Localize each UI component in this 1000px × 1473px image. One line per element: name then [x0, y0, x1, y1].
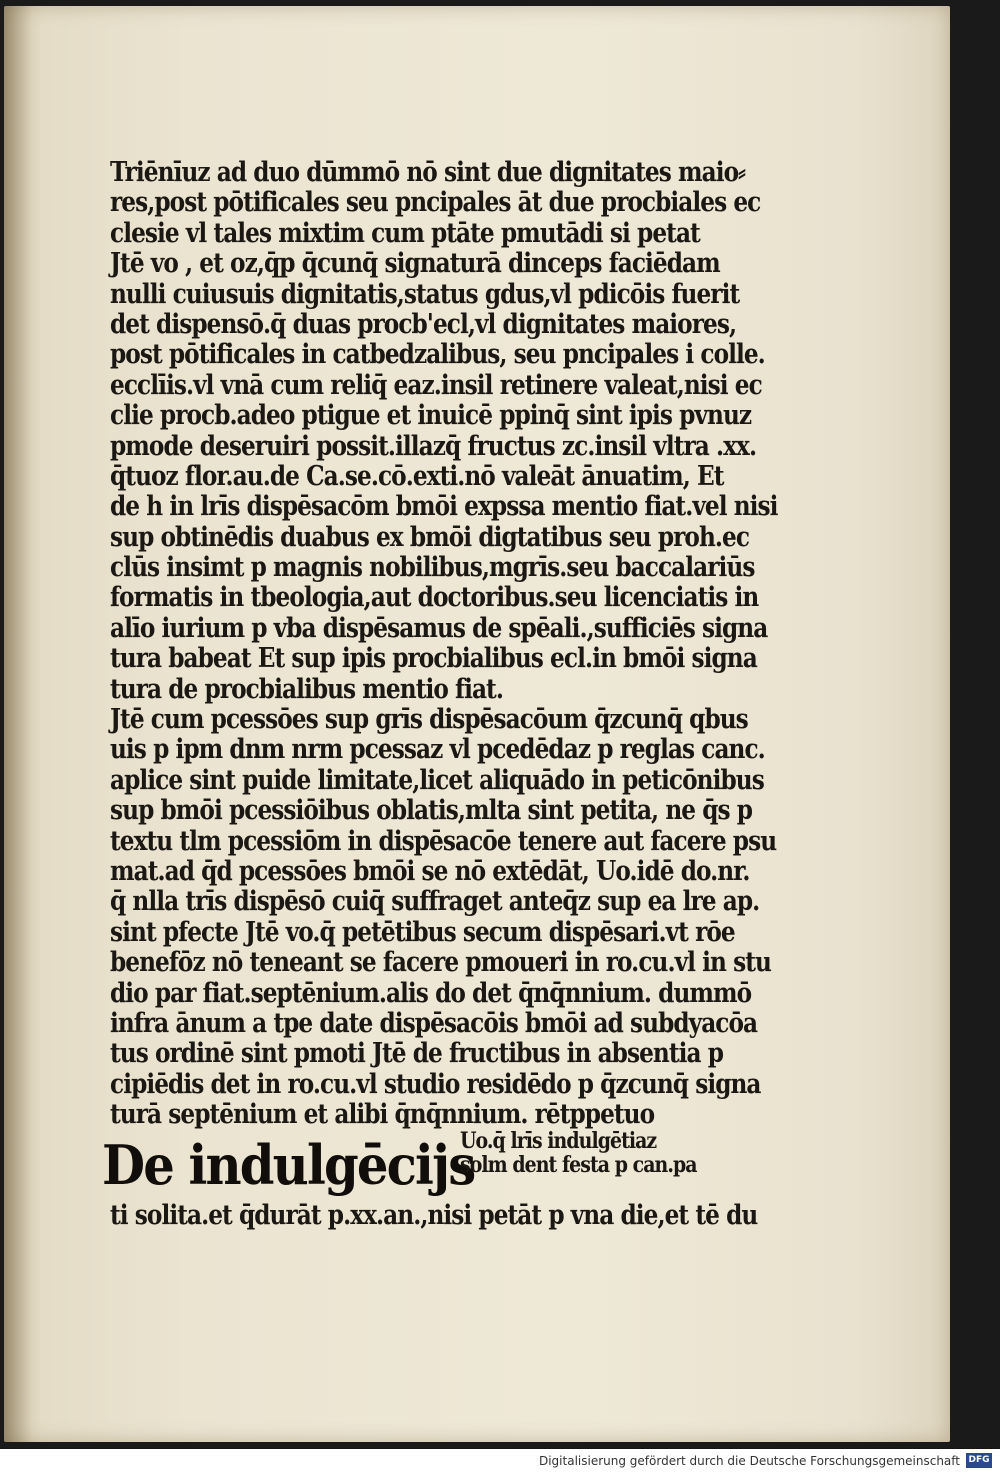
text-line: textu tlm pcessiōm in dispēsacōe tenere aut facere psu — [110, 825, 777, 857]
book-page — [4, 6, 950, 1442]
text-line: uis p ipm dnm nrm pcessaz vl pcedēdaz p reglas canc. — [110, 734, 765, 766]
footer-bar — [0, 1449, 1000, 1473]
text-line: ti solita.et q̄durāt p.xx.an.,nisi petāt p vna die,et tē du — [110, 1199, 758, 1231]
text-line: tura de procbialibus mentio fiat. — [110, 673, 503, 705]
section-heading: De indulgēcijs — [102, 1132, 475, 1197]
text-line: sup obtinēdis duabus ex bmōi digtatibus seu proh.ec — [110, 521, 750, 553]
text-line: clesie vl tales mixtim cum ptāte pmutādi si petat — [110, 217, 700, 249]
text-line: Jtē cum pcessōes sup grīs dispēsacōum q̄zcunq̄ qbus — [110, 704, 748, 736]
main-text — [110, 157, 778, 1131]
text-line: clūs insimt p magnis nobilibus,mgrīs.seu baccalariūs — [110, 552, 755, 584]
text-line: Uo.q̄ lrīs indulgētiaz — [460, 1127, 657, 1154]
text-line: res,post pōtificales seu pncipales āt due procbiales ec — [110, 187, 761, 219]
text-line: q̄ nlla trīs dispēsō cuiq̄ suffraget anteq̄z sup ea lre ap. — [110, 886, 760, 918]
text-line: tura babeat Et sup ipis procbialibus ecl.in bmōi signa — [110, 643, 757, 675]
text-line: cipiēdis det in ro.cu.vl studio residēdo p q̄zcunq̄ signa — [110, 1068, 761, 1100]
text-line: formatis in tbeologia,aut doctoribus.seu licenciatis in — [110, 582, 759, 614]
text-line: sint pfecte Jtē vo.q̄ petētibus secum dispēsari.vt rōe — [110, 916, 735, 948]
dfg-logo: DFG — [966, 1453, 992, 1468]
heading-row — [102, 1127, 750, 1197]
text-line: nulli cuiusuis dignitatis,status gdus,vl pdicōis fuerit — [110, 278, 740, 310]
text-line: post pōtificales in catbedzalibus, seu pncipales i colle. — [110, 339, 765, 371]
footer-credit: Digitalisierung gefördert durch die Deutsche Forschungsgemeinschaft — [538, 1454, 960, 1468]
text-line: alīo iurium p vba dispēsamus de spēali.,sufficiēs signa — [110, 612, 768, 644]
text-line: de h in lrīs dispēsacōm bmōi expssa mentio fiat.vel nisi — [110, 491, 778, 523]
text-line: tus ordinē sint pmoti Jtē de fructibus in absentia p — [110, 1038, 724, 1070]
text-line: turā septēnium et alibi q̄nq̄nnium. rētppetuo — [110, 1099, 655, 1131]
heading-side-text — [460, 1129, 760, 1177]
text-line: infra ānum a tpe date dispēsacōis bmōi ad subdyacōa — [110, 1007, 758, 1039]
text-line: pmode deseruiri possit.illazq̄ fructus zc.insil vltra .xx. — [110, 430, 757, 462]
text-line: solm dent festa p can.pa — [460, 1151, 697, 1178]
text-line: clie procb.adeo ptigue et inuicē ppinq̄ sint ipis pvnuz — [110, 400, 752, 432]
continuation-text — [110, 1199, 758, 1231]
text-line: mat.ad q̄d pcessōes bmōi se nō extēdāt, Uo.idē do.nr. — [110, 855, 750, 887]
text-line: dio par fiat.septēnium.alis do det q̄nq̄nnium. dummō — [110, 977, 752, 1009]
text-line: Jtē vo , et oz,q̄p q̄cunq̄ signaturā dinceps faciēdam — [110, 248, 720, 280]
text-line: aplice sint puide limitate,licet aliquādo in peticōnibus — [110, 764, 764, 796]
text-line: det dispensō.q̄ duas procb'ecl,vl dignitates maiores, — [110, 308, 737, 340]
text-line: Triēnīuz ad duo dūmmō nō sint due dignitates maio⸗ — [110, 157, 745, 188]
text-line: ecclīis.vl vnā cum reliq̄ eaz.insil retinere valeat,nisi ec — [110, 369, 762, 401]
text-block — [102, 157, 778, 1231]
text-line: q̄tuoz flor.au.de Ca.se.cō.exti.nō valeāt ānuatim, Et — [110, 460, 724, 492]
text-line: benefōz nō teneant se facere pmoueri in ro.cu.vl in stu — [110, 947, 771, 979]
text-line: sup bmōi pcessiōibus oblatis,mlta sint petita, ne q̄s p — [110, 795, 753, 827]
